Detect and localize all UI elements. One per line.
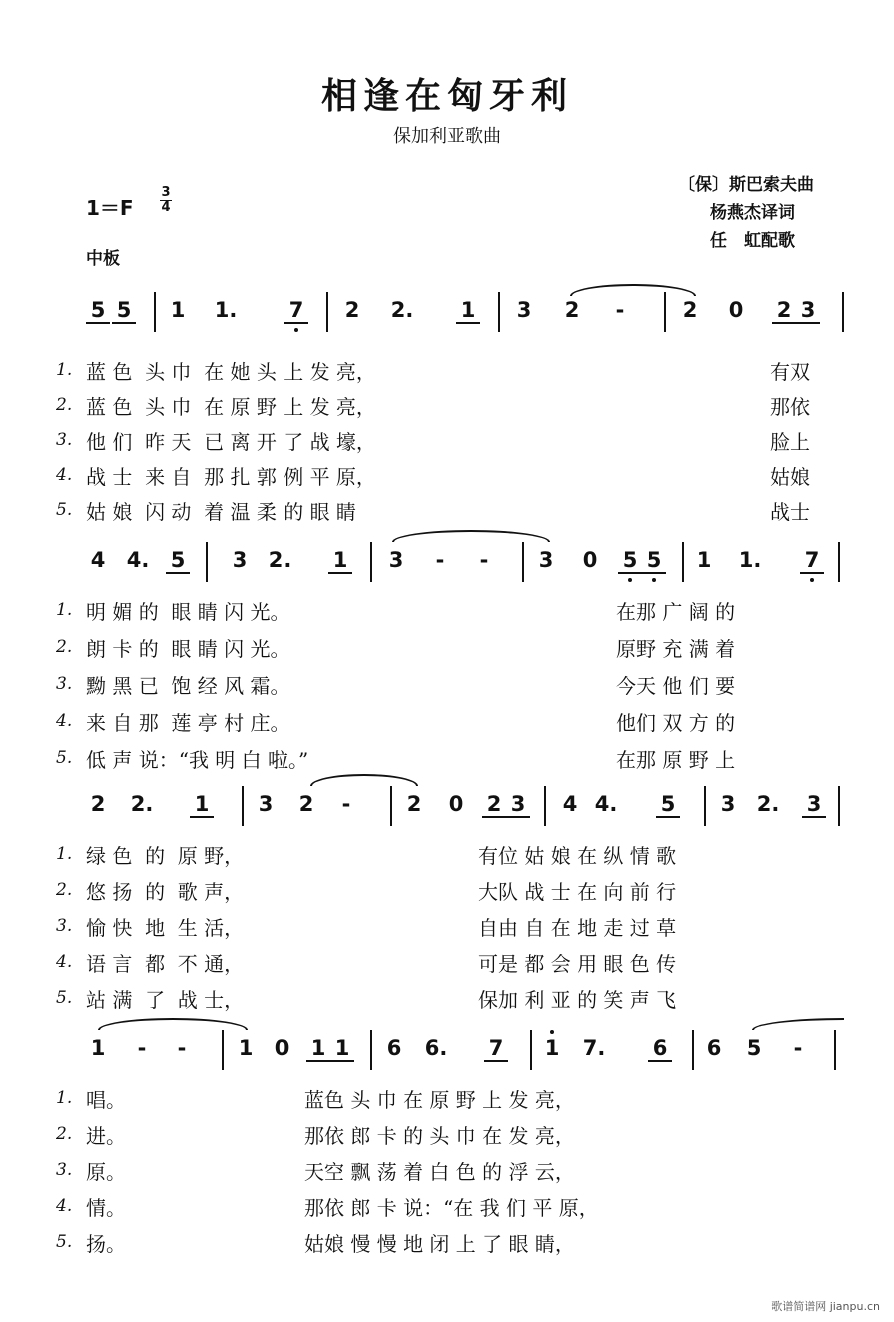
- note: 7: [484, 1036, 508, 1062]
- staff-row-3: [0, 786, 894, 826]
- lyric-pickup: 那依 郎 卡 说：“在 我 们 平 原，: [304, 1196, 599, 1220]
- tie-arc: [98, 1018, 248, 1030]
- verse-number: 1.: [56, 600, 73, 620]
- staff-row-4: [0, 1030, 894, 1070]
- lyric-line: 姑 娘 闪 动 着 温 柔 的 眼 睛: [86, 500, 356, 524]
- note: 3: [258, 792, 274, 816]
- note: 1: [540, 1036, 564, 1060]
- verse-number: 2.: [56, 1124, 73, 1144]
- lyric-pickup: 自由 自 在 地 走 过 草: [478, 916, 677, 940]
- lyric-line: 绿 色 的 原 野，: [86, 844, 245, 868]
- note: 3: [720, 792, 736, 816]
- note: 5: [86, 298, 110, 324]
- note: 1: [238, 1036, 254, 1060]
- barline: [838, 542, 840, 582]
- barline: [222, 1030, 224, 1070]
- note: 5: [618, 548, 642, 574]
- lyric-pickup: 有双: [770, 360, 810, 384]
- note: 0: [728, 298, 744, 322]
- verse-number: 1.: [56, 844, 73, 864]
- lyric-pickup: 可是 都 会 用 眼 色 传: [478, 952, 677, 976]
- lyric-line: 情。: [86, 1196, 126, 1220]
- note: 5: [656, 792, 680, 818]
- barline: [682, 542, 684, 582]
- verse-number: 1.: [56, 360, 73, 380]
- note: 3: [232, 548, 248, 572]
- note: 2.: [268, 548, 292, 572]
- lyric-line: 蓝 色 头 巾 在 她 头 上 发 亮，: [86, 360, 376, 384]
- barline: [530, 1030, 532, 1070]
- lyric-line: 来 自 那 莲 亭 村 庄。: [86, 711, 291, 735]
- song-title: 相逢在匈牙利: [320, 76, 573, 117]
- lyric-line: 战 士 来 自 那 扎 郭 例 平 原，: [86, 465, 376, 489]
- note: 2: [298, 792, 314, 816]
- lyric-line: 语 言 都 不 通，: [86, 952, 245, 976]
- note: 0: [582, 548, 598, 572]
- note: 1: [170, 298, 186, 322]
- note: -: [479, 548, 489, 572]
- note: 2: [406, 792, 422, 816]
- tempo-marking: 中板: [86, 249, 120, 269]
- lyric-pickup: 蓝色 头 巾 在 原 野 上 发 亮，: [304, 1088, 575, 1112]
- lyric-line: 他 们 昨 天 已 离 开 了 战 壕，: [86, 430, 376, 454]
- tie-arc: [392, 530, 550, 542]
- lyric-pickup: 那依 郎 卡 的 头 巾 在 发 亮，: [304, 1124, 575, 1148]
- verse-number: 5.: [56, 500, 73, 520]
- verse-number: 1.: [56, 1088, 73, 1108]
- lyric-pickup: 天空 飘 荡 着 白 色 的 浮 云，: [304, 1160, 575, 1184]
- note: 1: [90, 1036, 106, 1060]
- note: 1: [190, 792, 214, 818]
- lyric-pickup: 今天 他 们 要: [616, 674, 736, 698]
- lyric-pickup: 脸上: [770, 430, 810, 454]
- lyric-line: 站 满 了 战 士，: [86, 988, 245, 1012]
- translator-credit: 杨燕杰译词: [710, 203, 795, 223]
- barline: [834, 1030, 836, 1070]
- note: 0: [448, 792, 464, 816]
- lyric-pickup: 保加 利 亚 的 笑 声 飞: [478, 988, 677, 1012]
- lyric-pickup: 在那 原 野 上: [616, 748, 736, 772]
- lyric-line: 朗 卡 的 眼 睛 闪 光。: [86, 637, 291, 661]
- barline: [498, 292, 500, 332]
- staff-row-1: [0, 292, 894, 332]
- song-subtitle: 保加利亚歌曲: [393, 126, 501, 147]
- lyric-line: 扬。: [86, 1232, 126, 1256]
- verse-number: 2.: [56, 880, 73, 900]
- note: 7: [284, 298, 308, 324]
- lyric-line: 黝 黑 已 饱 经 风 霜。: [86, 674, 291, 698]
- barline: [242, 786, 244, 826]
- note: 4: [562, 792, 578, 816]
- note: 3: [516, 298, 532, 322]
- note: 3: [796, 298, 820, 324]
- note: 4: [90, 548, 106, 572]
- barline: [664, 292, 666, 332]
- note: 1.: [738, 548, 762, 572]
- arranger-credit: 任 虹配歌: [710, 231, 795, 251]
- lyric-line: 原。: [86, 1160, 126, 1184]
- verse-number: 3.: [56, 674, 73, 694]
- note: 6.: [424, 1036, 448, 1060]
- barline: [522, 542, 524, 582]
- note: 3: [538, 548, 554, 572]
- note: 2: [482, 792, 506, 818]
- verse-number: 2.: [56, 395, 73, 415]
- lyric-pickup: 战士: [770, 500, 810, 524]
- note: 0: [274, 1036, 290, 1060]
- verse-number: 4.: [56, 711, 73, 731]
- key-signature: 1＝F: [86, 196, 134, 220]
- verse-number: 3.: [56, 1160, 73, 1180]
- note: 7.: [582, 1036, 606, 1060]
- lyric-line: 进。: [86, 1124, 126, 1148]
- time-signature: [160, 186, 172, 215]
- lyric-pickup: 有位 姑 娘 在 纵 情 歌: [478, 844, 677, 868]
- note: 5: [166, 548, 190, 574]
- note: 2: [772, 298, 796, 324]
- note: 6: [648, 1036, 672, 1062]
- time-sig-bottom: 4: [161, 200, 171, 215]
- note: 5: [112, 298, 136, 324]
- note: 6: [706, 1036, 722, 1060]
- note: 2.: [756, 792, 780, 816]
- tie-arc: [752, 1018, 844, 1030]
- note: 7: [800, 548, 824, 574]
- note: 2.: [130, 792, 154, 816]
- note: 1: [306, 1036, 330, 1062]
- note: 1.: [214, 298, 238, 322]
- lyric-line: 明 媚 的 眼 睛 闪 光。: [86, 600, 291, 624]
- lyric-pickup: 他们 双 方 的: [616, 711, 736, 735]
- note: 4.: [594, 792, 618, 816]
- lyric-line: 悠 扬 的 歌 声，: [86, 880, 245, 904]
- note: 5: [642, 548, 666, 574]
- verse-number: 4.: [56, 465, 73, 485]
- note: -: [341, 792, 351, 816]
- note: 1: [456, 298, 480, 324]
- lyric-pickup: 姑娘: [770, 465, 810, 489]
- verse-number: 2.: [56, 637, 73, 657]
- staff-row-2: [0, 542, 894, 582]
- note: 3: [388, 548, 404, 572]
- lyric-pickup: 大队 战 士 在 向 前 行: [478, 880, 677, 904]
- barline: [544, 786, 546, 826]
- time-sig-top: 3: [161, 185, 171, 200]
- note: 1: [696, 548, 712, 572]
- barline: [390, 786, 392, 826]
- note: 6: [386, 1036, 402, 1060]
- lyric-line: 唱。: [86, 1088, 126, 1112]
- barline: [370, 542, 372, 582]
- lyric-pickup: 姑娘 慢 慢 地 闭 上 了 眼 睛，: [304, 1232, 575, 1256]
- lyric-line: 愉 快 地 生 活，: [86, 916, 245, 940]
- barline: [370, 1030, 372, 1070]
- lyric-pickup: 那依: [770, 395, 810, 419]
- verse-number: 4.: [56, 1196, 73, 1216]
- barline: [842, 292, 844, 332]
- site-watermark: 歌谱简谱网 jianpu.cn: [771, 1300, 880, 1313]
- lyric-line: 蓝 色 头 巾 在 原 野 上 发 亮，: [86, 395, 376, 419]
- verse-number: 5.: [56, 1232, 73, 1252]
- verse-number: 5.: [56, 988, 73, 1008]
- barline: [692, 1030, 694, 1070]
- verse-number: 3.: [56, 916, 73, 936]
- note: 5: [746, 1036, 762, 1060]
- note: -: [793, 1036, 803, 1060]
- lyric-pickup: 原野 充 满 着: [616, 637, 736, 661]
- barline: [704, 786, 706, 826]
- note: 3: [506, 792, 530, 818]
- note: -: [177, 1036, 187, 1060]
- composer-credit: 〔保〕斯巴索夫曲: [678, 175, 814, 195]
- note: 1: [328, 548, 352, 574]
- note: -: [137, 1036, 147, 1060]
- verse-number: 4.: [56, 952, 73, 972]
- verse-number: 3.: [56, 430, 73, 450]
- note: 3: [802, 792, 826, 818]
- lyric-line: 低 声 说：“我 明 白 啦。”: [86, 748, 309, 772]
- tie-arc: [310, 774, 418, 786]
- barline: [154, 292, 156, 332]
- note: 2: [682, 298, 698, 322]
- lyric-pickup: 在那 广 阔 的: [616, 600, 736, 624]
- tie-arc: [570, 284, 696, 296]
- barline: [326, 292, 328, 332]
- verse-number: 5.: [56, 748, 73, 768]
- note: -: [435, 548, 445, 572]
- note: 2: [564, 298, 580, 322]
- note: 2: [344, 298, 360, 322]
- note: 2.: [390, 298, 414, 322]
- note: 4.: [126, 548, 150, 572]
- note: 2: [90, 792, 106, 816]
- note: -: [615, 298, 625, 322]
- barline: [206, 542, 208, 582]
- note: 1: [330, 1036, 354, 1062]
- barline: [838, 786, 840, 826]
